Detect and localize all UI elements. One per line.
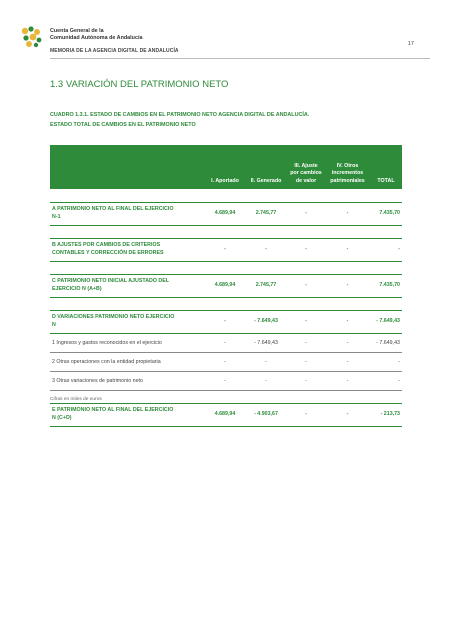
col-header-ajuste: III. Ajuste por cambios de valor [287, 145, 325, 189]
col-header-otros: IV. Otros incrementos patrimoniales [325, 145, 370, 189]
cell-generado: - 7.649,43 [245, 310, 287, 333]
cell-otros: - [325, 403, 370, 426]
junta-andalucia-logo-icon [20, 25, 44, 49]
cell-ajuste: - [287, 274, 325, 297]
cell-ajuste: - [287, 352, 325, 371]
page-header [20, 22, 430, 62]
cell-ajuste: - [287, 202, 325, 225]
row-label: 1 Ingresos y gastos reconocidos en el ejercicio [50, 333, 205, 352]
row-label: A PATRIMONIO NETO AL FINAL DEL EJERCICIO N-1 [50, 202, 205, 225]
cell-otros: - [325, 333, 370, 352]
table-row-a [50, 202, 402, 225]
table-row-d2 [50, 352, 402, 371]
row-label: D VARIACIONES PATRIMONIO NETO EJERCICIO N [50, 310, 205, 333]
cell-ajuste: - [287, 371, 325, 390]
cell-ajuste: - [287, 403, 325, 426]
cell-generado: - [245, 352, 287, 371]
cell-generado: - [245, 371, 287, 390]
cell-aportado: 4.689,94 [205, 274, 245, 297]
cell-aportado: - [205, 371, 245, 390]
table-row-d [50, 310, 402, 333]
cell-total: 7.435,70 [370, 274, 402, 297]
row-label: B AJUSTES POR CAMBIOS DE CRITERIOS CONTABLES Y CORRECCIÓN DE ERRORES [50, 238, 205, 261]
spacer-row [50, 189, 402, 202]
row-label: 3 Otras variaciones de patrimonio neto [50, 371, 205, 390]
cuadro-line-1: CUADRO 1.3.1. ESTADO DE CAMBIOS EN EL PATRIMONIO NETO AGENCIA DIGITAL DE ANDALUCÍA. [50, 112, 310, 118]
cuadro-line-2: ESTADO TOTAL DE CAMBIOS EN EL PATRIMONIO NETO [50, 122, 196, 128]
page-number: 17 [407, 41, 414, 47]
spacer-row [50, 297, 402, 310]
cell-aportado: - [205, 310, 245, 333]
cell-otros: - [325, 238, 370, 261]
cell-total: - [370, 371, 402, 390]
cell-total: - 213,73 [370, 403, 402, 426]
table-row-b [50, 238, 402, 261]
row-label: C PATRIMONIO NETO INICIAL AJUSTADO DEL EJERCICIO N (A+B) [50, 274, 205, 297]
cell-generado: - 4.903,67 [245, 403, 287, 426]
section-title: 1.3 VARIACIÓN DEL PATRIMONIO NETO [50, 79, 229, 90]
cell-otros: - [325, 371, 370, 390]
cell-generado: - 7.649,43 [245, 333, 287, 352]
table-header-row [50, 145, 402, 189]
cell-otros: - [325, 310, 370, 333]
col-header-total: TOTAL [370, 145, 402, 189]
cell-otros: - [325, 274, 370, 297]
table-row-e [50, 403, 402, 426]
cell-generado: - [245, 238, 287, 261]
cell-otros: - [325, 202, 370, 225]
header-divider [50, 58, 430, 59]
cuadro-caption [50, 110, 380, 130]
table-row-c [50, 274, 402, 297]
cell-generado: 2.745,77 [245, 202, 287, 225]
header-label-cell [50, 145, 205, 189]
organization-name [50, 28, 142, 41]
spacer-row [50, 225, 402, 238]
col-header-generado: II. Generado [245, 145, 287, 189]
cell-total: - [370, 352, 402, 371]
memoria-title: MEMORIA DE LA AGENCIA DIGITAL DE ANDALUCÍA [50, 48, 179, 54]
cell-aportado: - [205, 238, 245, 261]
cell-ajuste: - [287, 310, 325, 333]
cell-total: - 7.649,43 [370, 333, 402, 352]
cell-total: 7.435,70 [370, 202, 402, 225]
cell-aportado: - [205, 333, 245, 352]
table-row-d3 [50, 371, 402, 390]
table-row-d1 [50, 333, 402, 352]
footnote: Cifras en miles de euros [50, 397, 102, 402]
spacer-row [50, 261, 402, 274]
patrimonio-neto-table [50, 145, 402, 427]
cell-ajuste: - [287, 238, 325, 261]
col-header-aportado: I. Aportado [205, 145, 245, 189]
org-line-2: Comunidad Autónoma de Andalucía [50, 34, 143, 41]
cell-aportado: - [205, 352, 245, 371]
cell-total: - [370, 238, 402, 261]
cell-ajuste: - [287, 333, 325, 352]
org-line-1: Cuenta General de la [50, 28, 104, 34]
cell-otros: - [325, 352, 370, 371]
cell-total: - 7.649,43 [370, 310, 402, 333]
row-label: E PATRIMONIO NETO AL FINAL DEL EJERCICIO N (C+D) [50, 403, 205, 426]
cell-aportado: 4.689,94 [205, 403, 245, 426]
row-label: 2 Otras operaciones con la entidad propietaria [50, 352, 205, 371]
cell-generado: 2.745,77 [245, 274, 287, 297]
cell-aportado: 4.689,94 [205, 202, 245, 225]
spacer-row [50, 390, 402, 403]
